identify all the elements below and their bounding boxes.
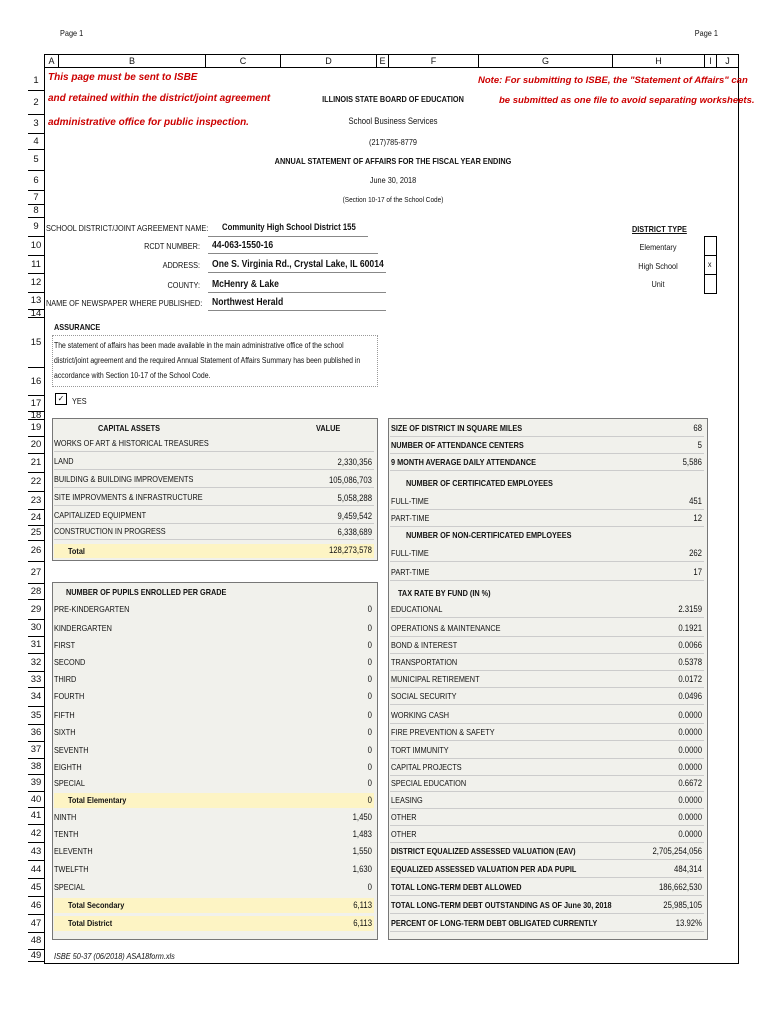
tax-fund-value: 0.0000: [678, 710, 702, 720]
summary-item-value: 13.92%: [675, 918, 702, 928]
summary-item-value: 25,985,105: [663, 900, 702, 910]
row-number-48[interactable]: 48: [28, 933, 45, 950]
district-stat-value: 5: [697, 440, 702, 450]
district-name-label: SCHOOL DISTRICT/JOINT AGREEMENT NAME:: [46, 223, 209, 233]
capital-asset-value: 6,338,689: [337, 527, 372, 537]
row-number-45[interactable]: 45: [28, 879, 45, 897]
row-divider: [390, 436, 704, 437]
row-number-42[interactable]: 42: [28, 825, 45, 843]
row-divider: [54, 487, 374, 488]
pupil-grade-label: TWELFTH: [54, 864, 89, 874]
tax-fund-label: OPERATIONS & MAINTENANCE: [391, 623, 501, 633]
page-label-right: Page 1: [694, 28, 718, 38]
noncert-parttime-label: PART-TIME: [391, 567, 430, 577]
district-type-mark-unit: [705, 275, 714, 278]
county: McHenry & Lake: [212, 279, 279, 290]
row-divider: [390, 859, 704, 860]
district-stat-label: SIZE OF DISTRICT IN SQUARE MILES: [391, 423, 523, 433]
row-number-46[interactable]: 46: [28, 897, 45, 915]
summary-item-value: 2,705,254,056: [652, 846, 702, 856]
tax-fund-label: OTHER: [391, 812, 417, 822]
tax-fund-value: 0.0066: [678, 640, 702, 650]
dept-name: School Business Services: [348, 116, 438, 126]
row-number-31[interactable]: 31: [28, 637, 45, 654]
pupil-grade-value: 1,483: [352, 829, 372, 839]
row-divider: [390, 653, 704, 654]
row-number-23[interactable]: 23: [28, 492, 45, 510]
pupil-grade-label: Total District: [68, 918, 113, 928]
note-left-3: administrative office for public inspection.: [48, 117, 249, 128]
row-number-34[interactable]: 34: [28, 688, 45, 707]
cert-title: NUMBER OF CERTIFICATED EMPLOYEES: [406, 478, 553, 488]
tax-fund-label: EDUCATIONAL: [391, 604, 443, 614]
pupil-grade-label: Total Secondary: [68, 900, 125, 910]
tax-fund-value: 0.0000: [678, 812, 702, 822]
pupil-grade-label: EIGHTH: [54, 762, 82, 772]
row-divider: [390, 636, 704, 637]
note-left-2: and retained within the district/joint agreement: [48, 93, 271, 104]
row-number-9[interactable]: 9: [28, 218, 45, 237]
tax-fund-value: 2.3159: [678, 604, 702, 614]
row-number-36[interactable]: 36: [28, 725, 45, 742]
row-divider: [390, 509, 704, 510]
row-number-17[interactable]: 17: [28, 396, 45, 412]
noncert-fulltime-label: FULL-TIME: [391, 548, 429, 558]
row-number-11[interactable]: 11: [28, 256, 45, 274]
tax-fund-value: 0.0000: [678, 745, 702, 755]
capital-asset-value: 105,086,703: [328, 475, 372, 485]
row-number-10[interactable]: 10: [28, 237, 45, 256]
pupil-grade-value: 0: [367, 657, 372, 667]
district-stat-label: NUMBER OF ATTENDANCE CENTERS: [391, 440, 524, 450]
row-number-24[interactable]: 24: [28, 510, 45, 526]
capital-asset-value: 5,058,288: [337, 493, 372, 503]
board-title: ILLINOIS STATE BOARD OF EDUCATION: [322, 94, 464, 104]
tax-fund-value: 0.0496: [678, 691, 702, 701]
district-type-box-unit[interactable]: [704, 274, 717, 294]
row-number-5[interactable]: 5: [28, 150, 45, 171]
row-divider: [390, 687, 704, 688]
column-header-i[interactable]: I: [704, 54, 716, 68]
row-number-47[interactable]: 47: [28, 915, 45, 933]
row-divider: [390, 561, 704, 562]
pupil-grade-value: 0: [367, 604, 372, 614]
capital-asset-label: SITE IMPROVMENTS & INFRASTRUCTURE: [54, 492, 203, 502]
district-type-title: DISTRICT TYPE: [632, 224, 687, 234]
newspaper: Northwest Herald: [212, 297, 284, 308]
capital-asset-value: 2,330,356: [337, 457, 372, 467]
row-divider: [390, 580, 704, 581]
row-divider: [390, 723, 704, 724]
cert-fulltime-value: 451: [689, 496, 702, 506]
pupil-grade-label: THIRD: [54, 674, 77, 684]
tax-title: TAX RATE BY FUND (IN %): [398, 588, 491, 598]
pupil-grade-value: 0: [367, 882, 372, 892]
address: One S. Virginia Rd., Crystal Lake, IL 60014: [212, 259, 384, 270]
pupil-grade-value: 0: [367, 778, 372, 788]
district-stat-value: 5,586: [682, 457, 702, 467]
tax-fund-value: 0.0172: [678, 674, 702, 684]
phone: (217)785-8779: [369, 137, 417, 147]
column-header-j[interactable]: J: [716, 54, 738, 68]
row-number-41[interactable]: 41: [28, 808, 45, 825]
row-divider: [54, 451, 374, 452]
row-number-25[interactable]: 25: [28, 526, 45, 541]
assurance-line-3: accordance with Section 10-17 of the School Code.: [54, 371, 211, 380]
row-divider: [390, 913, 704, 914]
row-number-3[interactable]: 3: [28, 115, 45, 134]
district-type-mark-elementary: [705, 237, 714, 240]
rcdt-number: 44-063-1550-16: [212, 240, 274, 251]
row-divider: [390, 617, 704, 618]
row-number-4[interactable]: 4: [28, 134, 45, 150]
noncert-parttime-value: 17: [693, 567, 702, 577]
cert-parttime-label: PART-TIME: [391, 513, 430, 523]
row-number-2[interactable]: 2: [28, 91, 45, 115]
row-number-49[interactable]: 49: [28, 950, 45, 962]
row-divider: [390, 526, 704, 527]
pupils-title: NUMBER OF PUPILS ENROLLED PER GRADE: [66, 587, 227, 597]
tax-fund-label: OTHER: [391, 829, 417, 839]
column-header-d[interactable]: D: [280, 54, 376, 68]
tax-fund-label: FIRE PREVENTION & SAFETY: [391, 727, 495, 737]
cert-parttime-value: 12: [693, 513, 702, 523]
row-divider: [390, 808, 704, 809]
assurance-yes-checkbox[interactable]: [55, 393, 67, 405]
row-number-30[interactable]: 30: [28, 620, 45, 637]
row-number-44[interactable]: 44: [28, 861, 45, 879]
column-header-g[interactable]: G: [478, 54, 612, 68]
tax-fund-value: 0.0000: [678, 727, 702, 737]
capital-asset-value: 9,459,542: [337, 511, 372, 521]
row-number-35[interactable]: 35: [28, 707, 45, 725]
summary-item-label: TOTAL LONG-TERM DEBT ALLOWED: [391, 882, 522, 892]
district-type-box-elementary[interactable]: [704, 236, 717, 256]
tax-fund-label: CAPITAL PROJECTS: [391, 762, 462, 772]
row-number-8[interactable]: 8: [28, 205, 45, 218]
pupil-grade-value: 0: [367, 691, 372, 701]
row-number-13[interactable]: 13: [28, 293, 45, 310]
row-divider: [390, 775, 704, 776]
row-divider: [390, 895, 704, 896]
district-type-mark-highschool: x: [707, 259, 712, 269]
fiscal-date: June 30, 2018: [369, 175, 417, 185]
pupil-grade-value: 0: [367, 710, 372, 720]
row-divider: [390, 791, 704, 792]
pupil-grade-value: 0: [367, 762, 372, 772]
district-stat-value: 68: [693, 423, 702, 433]
row-divider: [390, 670, 704, 671]
column-header-a[interactable]: A: [44, 54, 58, 68]
row-number-22[interactable]: 22: [28, 473, 45, 492]
tax-fund-label: WORKING CASH: [391, 710, 450, 720]
capital-total-label: Total: [68, 546, 85, 556]
rcdt-label: RCDT NUMBER:: [144, 241, 200, 251]
summary-item-label: DISTRICT EQUALIZED ASSESSED VALUATION (EAV): [391, 846, 576, 856]
row-number-16[interactable]: 16: [28, 368, 45, 396]
tax-fund-label: SOCIAL SECURITY: [391, 691, 457, 701]
tax-fund-label: LEASING: [391, 795, 423, 805]
row-number-6[interactable]: 6: [28, 171, 45, 191]
row-number-37[interactable]: 37: [28, 742, 45, 759]
row-number-15[interactable]: 15: [28, 318, 45, 368]
tax-fund-value: 0.0000: [678, 829, 702, 839]
pupil-grade-label: KINDERGARTEN: [54, 623, 112, 633]
column-header-b[interactable]: B: [58, 54, 205, 68]
district-type-box-highschool[interactable]: [704, 255, 717, 275]
pupil-grade-label: FIRST: [54, 640, 76, 650]
pupil-grade-value: 6,113: [353, 918, 372, 928]
pupil-grade-value: 0: [367, 640, 372, 650]
row-divider: [390, 453, 704, 454]
pupil-grade-label: SEVENTH: [54, 745, 89, 755]
pupil-grade-label: SIXTH: [54, 727, 76, 737]
capital-asset-label: CAPITALIZED EQUIPMENT: [54, 510, 147, 520]
noncert-title: NUMBER OF NON-CERTIFICATED EMPLOYEES: [406, 530, 572, 540]
note-right-2: be submitted as one file to avoid separating worksheets.: [499, 95, 755, 106]
pupil-grade-value: 0: [367, 795, 372, 805]
tax-fund-label: TORT IMMUNITY: [391, 745, 449, 755]
capital-asset-label: WORKS OF ART & HISTORICAL TREASURES: [54, 438, 209, 448]
assurance-line-2: district/joint agreement and the required Annual Statement of Affairs Summary has been published in: [54, 356, 361, 365]
summary-item-label: TOTAL LONG-TERM DEBT OUTSTANDING AS OF June 30, 2018: [391, 900, 612, 910]
pupil-grade-value: 0: [367, 727, 372, 737]
row-divider: [54, 539, 374, 540]
row-divider: [390, 704, 704, 705]
row-number-43[interactable]: 43: [28, 843, 45, 861]
county-label: COUNTY:: [167, 280, 200, 290]
row-number-28[interactable]: 28: [28, 584, 45, 600]
page-label-left: Page 1: [60, 28, 84, 38]
row-number-32[interactable]: 32: [28, 654, 45, 672]
pupil-grade-label: PRE-KINDERGARTEN: [54, 604, 130, 614]
check-icon: ✓: [57, 394, 65, 403]
column-header-f[interactable]: F: [388, 54, 478, 68]
pupil-grade-value: 0: [367, 623, 372, 633]
assurance-title: ASSURANCE: [54, 322, 101, 332]
capital-total-value: 128,273,578: [328, 545, 372, 555]
pupil-grade-label: SECOND: [54, 657, 86, 667]
note-left-1: This page must be sent to ISBE: [48, 72, 198, 83]
row-number-27[interactable]: 27: [28, 562, 45, 584]
capital-asset-label: BUILDING & BUILDING IMPROVEMENTS: [54, 474, 194, 484]
newspaper-label: NAME OF NEWSPAPER WHERE PUBLISHED:: [46, 298, 203, 308]
tax-fund-label: SPECIAL EDUCATION: [391, 778, 467, 788]
row-number-1[interactable]: 1: [28, 72, 45, 91]
row-number-29[interactable]: 29: [28, 600, 45, 620]
column-header-e[interactable]: E: [376, 54, 388, 68]
capital-asset-label: CONSTRUCTION IN PROGRESS: [54, 526, 166, 536]
district-name: Community High School District 155: [222, 222, 356, 232]
section-ref: (Section 10-17 of the School Code): [342, 195, 444, 204]
row-divider: [390, 470, 704, 471]
district-type-highschool: High School: [638, 261, 678, 271]
pupil-grade-value: 0: [367, 674, 372, 684]
tax-fund-value: 0.0000: [678, 795, 702, 805]
cert-fulltime-label: FULL-TIME: [391, 496, 429, 506]
summary-item-value: 484,314: [674, 864, 702, 874]
row-number-20[interactable]: 20: [28, 437, 45, 454]
row-divider: [390, 877, 704, 878]
row-number-19[interactable]: 19: [28, 420, 45, 437]
row-divider: [390, 842, 704, 843]
row-divider: [390, 740, 704, 741]
pupil-grade-value: 0: [367, 745, 372, 755]
column-header-h[interactable]: H: [612, 54, 704, 68]
row-number-7[interactable]: 7: [28, 191, 45, 205]
note-right-1: Note: For submitting to ISBE, the "Statement of Affairs" can: [478, 75, 748, 86]
address-label: ADDRESS:: [162, 260, 200, 270]
district-type-elementary: Elementary: [639, 242, 677, 252]
tax-fund-value: 0.0000: [678, 762, 702, 772]
value-header: VALUE: [316, 423, 341, 433]
summary-item-value: 186,662,530: [658, 882, 702, 892]
row-divider: [54, 469, 374, 470]
row-number-21[interactable]: 21: [28, 454, 45, 473]
row-number-40[interactable]: 40: [28, 792, 45, 808]
column-header-c[interactable]: C: [205, 54, 280, 68]
row-number-26[interactable]: 26: [28, 541, 45, 562]
assurance-line-1: The statement of affairs has been made available in the main administrative office of the school: [54, 341, 344, 350]
row-number-39[interactable]: 39: [28, 775, 45, 792]
tax-fund-value: 0.6672: [678, 778, 702, 788]
pupil-grade-label: SPECIAL: [54, 882, 85, 892]
row-divider: [390, 758, 704, 759]
tax-fund-value: 0.1921: [678, 623, 702, 633]
tax-fund-label: TRANSPORTATION: [391, 657, 458, 667]
pupil-grade-label: FOURTH: [54, 691, 85, 701]
pupil-grade-value: 1,550: [352, 846, 372, 856]
row-number-33[interactable]: 33: [28, 672, 45, 688]
pupil-grade-label: ELEVENTH: [54, 846, 93, 856]
row-number-18[interactable]: 18: [28, 412, 45, 420]
row-number-14[interactable]: 14: [28, 310, 45, 318]
capital-asset-label: LAND: [54, 456, 74, 466]
row-divider: [54, 505, 374, 506]
summary-item-label: EQUALIZED ASSESSED VALUATION PER ADA PUPIL: [391, 864, 577, 874]
pupil-grade-label: Total Elementary: [68, 795, 127, 805]
pupil-grade-label: NINTH: [54, 812, 77, 822]
pupil-grade-value: 6,113: [353, 900, 372, 910]
row-divider: [390, 931, 704, 932]
pupil-grade-label: SPECIAL: [54, 778, 85, 788]
capital-assets-title: CAPITAL ASSETS: [98, 423, 161, 433]
pupil-grade-label: TENTH: [54, 829, 79, 839]
district-stat-label: 9 MONTH AVERAGE DAILY ATTENDANCE: [391, 457, 537, 467]
summary-item-label: PERCENT OF LONG-TERM DEBT OBLIGATED CURRENTLY: [391, 918, 598, 928]
noncert-fulltime-value: 262: [689, 548, 702, 558]
row-number-12[interactable]: 12: [28, 274, 45, 293]
statement-title: ANNUAL STATEMENT OF AFFAIRS FOR THE FISCAL YEAR ENDING: [274, 156, 512, 166]
tax-fund-label: MUNICIPAL RETIREMENT: [391, 674, 480, 684]
pupil-grade-value: 1,450: [352, 812, 372, 822]
footer-form-id: ISBE 50-37 (06/2018) ASA18form.xls: [54, 951, 175, 961]
tax-fund-label: BOND & INTEREST: [391, 640, 458, 650]
row-number-38[interactable]: 38: [28, 759, 45, 775]
assurance-yes-label: YES: [72, 396, 87, 406]
pupil-grade-value: 1,630: [352, 864, 372, 874]
district-type-unit: Unit: [651, 279, 665, 289]
tax-fund-value: 0.5378: [678, 657, 702, 667]
pupil-grade-label: FIFTH: [54, 710, 75, 720]
row-divider: [54, 523, 374, 524]
row-divider: [390, 825, 704, 826]
